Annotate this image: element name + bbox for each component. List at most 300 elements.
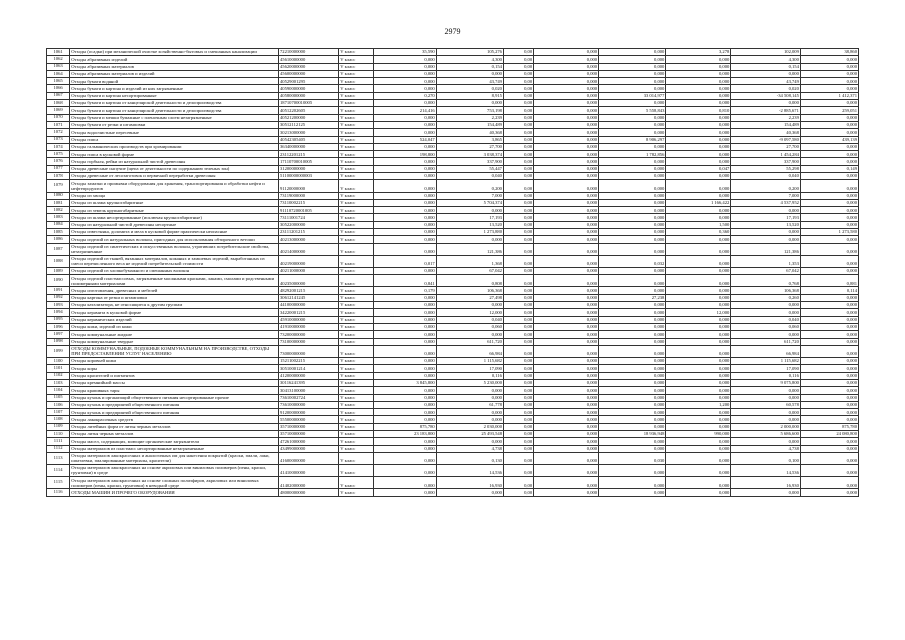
- value-cell: 0,000: [374, 345, 437, 357]
- value-cell: 0,000: [599, 416, 666, 423]
- waste-name: Отходы литья черных металлов: [70, 431, 279, 438]
- hazard-class: V класс: [339, 107, 374, 114]
- value-cell: 0,000: [666, 316, 731, 323]
- value-cell: 0,000: [374, 229, 437, 236]
- value-cell: 3,865: [436, 136, 503, 143]
- row-number: 1065: [47, 78, 70, 85]
- value-cell: 3 845,800: [374, 379, 437, 386]
- hazard-class: V класс: [339, 49, 374, 56]
- table-row: [47, 372, 859, 379]
- value-cell: 0,000: [374, 143, 437, 150]
- value-cell: 0,000: [666, 331, 731, 338]
- value-cell: 0,00: [503, 372, 533, 379]
- row-number: 1085: [47, 229, 70, 236]
- value-cell: 2 030,000: [436, 423, 503, 430]
- hazard-class: V класс: [339, 331, 374, 338]
- waste-name: Отходы замазки и промывки оборудования для хранения, транспортирования и обработки нефти и нефтепродуктов: [70, 180, 279, 192]
- value-cell: 0,000: [374, 416, 437, 423]
- hazard-class: V класс: [339, 236, 374, 243]
- value-cell: 0,000: [666, 121, 731, 128]
- value-cell: 0,000: [534, 78, 599, 85]
- waste-name: ОТХОДЫ КОММУНАЛЬНЫЕ, ПОДОБНЫЕ КОММУНАЛЬНЫМ НА ПРОИЗВОДСТВЕ, ОТХОДЫ ПРИ ПРЕДОСТАВЛЕНИИ УСЛУГ НАСЕЛЕНИЮ: [70, 345, 279, 357]
- value-cell: 0,000: [534, 207, 599, 214]
- value-cell: 0,040: [436, 173, 503, 180]
- value-cell: 0,000: [666, 294, 731, 301]
- value-cell: 0,00: [503, 136, 533, 143]
- fkko-code: 41410000000: [278, 465, 338, 477]
- value-cell: 0,000: [599, 372, 666, 379]
- fkko-code: 91200000000: [278, 409, 338, 416]
- value-cell: 0,000: [534, 387, 599, 394]
- table-row: [47, 255, 859, 267]
- fkko-code: 45610000000: [278, 56, 338, 63]
- fkko-code: 41200000000: [278, 372, 338, 379]
- value-cell: 0,000: [599, 316, 666, 323]
- value-cell: 0,808: [436, 275, 503, 287]
- value-cell: 0,000: [666, 423, 731, 430]
- fkko-code: 73119000000: [278, 192, 338, 199]
- waste-name: Отходы изделий из хлопкобумажного и смешанных волокон: [70, 267, 279, 274]
- value-cell: 439,139: [800, 136, 858, 143]
- waste-name: Отходы изделий из тканей, вязанных материалов, кожаных и замшевых изделий, выработанных из смеси перечисленного веса не изделий потребительской стоимости: [70, 255, 279, 267]
- value-cell: 0,000: [374, 394, 437, 401]
- value-cell: 121,386: [436, 243, 503, 255]
- table-row: [47, 56, 859, 63]
- hazard-class: V класс: [339, 431, 374, 438]
- value-cell: 0,000: [534, 49, 599, 56]
- row-number: 1092: [47, 294, 70, 301]
- value-cell: 0,000: [599, 379, 666, 386]
- value-cell: 0,000: [599, 63, 666, 70]
- waste-name: Отходы коры: [70, 365, 279, 372]
- fkko-code: 47261000000: [278, 438, 338, 445]
- value-cell: 0,000: [731, 207, 801, 214]
- table-row: [47, 229, 859, 236]
- value-cell: 0,000: [666, 173, 731, 180]
- value-cell: 0,000: [599, 267, 666, 274]
- value-cell: 0,00: [503, 445, 533, 452]
- value-cell: 0,000: [599, 158, 666, 165]
- value-cell: 27,238: [599, 294, 666, 301]
- value-cell: 0,000: [666, 365, 731, 372]
- value-cell: 0,260: [731, 294, 801, 301]
- value-cell: 0,000: [666, 151, 731, 158]
- value-cell: 0,000: [374, 180, 437, 192]
- value-cell: 0,000: [599, 243, 666, 255]
- value-cell: 0,000: [374, 221, 437, 228]
- value-cell: 0,00: [503, 477, 533, 489]
- row-number: 1109: [47, 423, 70, 430]
- row-number: 1108: [47, 416, 70, 423]
- value-cell: 0,000: [534, 180, 599, 192]
- hazard-class: V класс: [339, 63, 374, 70]
- row-number: 1074: [47, 143, 70, 150]
- value-cell: 0,000: [800, 100, 858, 107]
- value-cell: 0,000: [800, 151, 858, 158]
- value-cell: 12,000: [666, 309, 731, 316]
- value-cell: 0,000: [666, 192, 731, 199]
- value-cell: 1 273,880: [436, 229, 503, 236]
- waste-name: Отходы гипса в кусковой форме: [70, 151, 279, 158]
- row-number: 1079: [47, 180, 70, 192]
- hazard-class: V класс: [339, 358, 374, 365]
- value-cell: 2 000,000: [731, 423, 801, 430]
- value-cell: 0,000: [436, 236, 503, 243]
- hazard-class: V класс: [339, 214, 374, 221]
- hazard-class: V класс: [339, 221, 374, 228]
- value-cell: 0,000: [534, 243, 599, 255]
- value-cell: 0,000: [599, 207, 666, 214]
- row-number: 1068: [47, 100, 70, 107]
- value-cell: 0,000: [666, 214, 731, 221]
- value-cell: 0,00: [503, 423, 533, 430]
- value-cell: 0,000: [534, 236, 599, 243]
- value-cell: 0,000: [374, 199, 437, 206]
- value-cell: 0,360: [666, 229, 731, 236]
- value-cell: 0,000: [374, 129, 437, 136]
- value-cell: 0,00: [503, 70, 533, 77]
- value-cell: 0,000: [800, 489, 858, 496]
- value-cell: 0,000: [374, 409, 437, 416]
- value-cell: 23 183,800: [374, 431, 437, 438]
- value-cell: 0,000: [666, 207, 731, 214]
- value-cell: 0,000: [731, 331, 801, 338]
- value-cell: 0,00: [503, 323, 533, 330]
- waste-name: Отходы красителей и пигментов: [70, 372, 279, 379]
- value-cell: 67,042: [731, 267, 801, 274]
- value-cell: 0,00: [503, 121, 533, 128]
- row-number: 1066: [47, 85, 70, 92]
- waste-name: Отходы горбыля, рейки из натуральной чистой древесины: [70, 158, 279, 165]
- value-cell: -2 885,671: [731, 107, 801, 114]
- value-cell: 875,780: [374, 423, 437, 430]
- fkko-code: 41402000000: [278, 477, 338, 489]
- value-cell: 13,520: [436, 221, 503, 228]
- value-cell: 1,368: [436, 255, 503, 267]
- value-cell: 25 493,548: [436, 431, 503, 438]
- value-cell: 0,000: [666, 243, 731, 255]
- value-cell: 0,200: [731, 180, 801, 192]
- value-cell: 0,000: [374, 243, 437, 255]
- value-cell: 0,000: [436, 302, 503, 309]
- value-cell: 0,000: [374, 445, 437, 452]
- hazard-class: V класс: [339, 323, 374, 330]
- value-cell: 0,000: [374, 365, 437, 372]
- table-row: [47, 207, 859, 214]
- waste-name: Отходы из шлама несортированные (исключая крупногабаритные): [70, 214, 279, 221]
- table-row: [47, 158, 859, 165]
- value-cell: 0,000: [534, 401, 599, 408]
- hazard-class: V класс: [339, 207, 374, 214]
- value-cell: 0,000: [534, 56, 599, 63]
- value-cell: 24 080,800: [800, 431, 858, 438]
- fkko-code: 48000000000: [278, 489, 338, 496]
- fkko-code: 45910000000: [278, 316, 338, 323]
- value-cell: 0,000: [666, 92, 731, 99]
- value-cell: 0,000: [666, 56, 731, 63]
- value-cell: 259,051: [800, 107, 858, 114]
- value-cell: 0,000: [800, 445, 858, 452]
- value-cell: 0,00: [503, 214, 533, 221]
- value-cell: 1 782,856: [599, 151, 666, 158]
- table-row: [47, 358, 859, 365]
- value-cell: 0,000: [666, 70, 731, 77]
- hazard-class: V класс: [339, 438, 374, 445]
- waste-name: Отходы известняка, доломита и мела в кусковой форме практически неопасные: [70, 229, 279, 236]
- hazard-class: V класс: [339, 136, 374, 143]
- value-cell: 5 558,843: [599, 107, 666, 114]
- value-cell: 0,000: [800, 129, 858, 136]
- table-row: [47, 85, 859, 92]
- value-cell: 0,030: [599, 452, 666, 464]
- value-cell: 14,536: [436, 465, 503, 477]
- value-cell: 0,060: [731, 323, 801, 330]
- table-row: [47, 309, 859, 316]
- value-cell: 0,000: [599, 394, 666, 401]
- table-row: [47, 489, 859, 496]
- row-number: 1102: [47, 372, 70, 379]
- value-cell: 61,778: [436, 401, 503, 408]
- value-cell: 0,00: [503, 180, 533, 192]
- row-number: 1095: [47, 316, 70, 323]
- value-cell: 0,768: [731, 275, 801, 287]
- value-cell: 0,000: [374, 236, 437, 243]
- value-cell: 3,278: [666, 49, 731, 56]
- value-cell: 0,000: [666, 445, 731, 452]
- waste-name: Отходы бумаги и мешки бумажные с пленочным слоем незагрязненные: [70, 114, 279, 121]
- value-cell: 0,000: [534, 165, 599, 172]
- value-cell: 0,810: [666, 107, 731, 114]
- waste-name: Отходы керамических изделий: [70, 316, 279, 323]
- table-row: [47, 192, 859, 199]
- value-cell: 38,860: [800, 49, 858, 56]
- value-cell: 1 412,371: [800, 92, 858, 99]
- fkko-code: 73000000000: [278, 345, 338, 357]
- hazard-class: V класс: [339, 180, 374, 192]
- row-number: 1064: [47, 70, 70, 77]
- value-cell: 0,000: [374, 114, 437, 121]
- hazard-class: V класс: [339, 78, 374, 85]
- hazard-class: V класс: [339, 199, 374, 206]
- value-cell: 0,000: [800, 387, 858, 394]
- waste-name: Отходы из хвоща: [70, 192, 279, 199]
- value-cell: 0,000: [599, 323, 666, 330]
- hazard-class: V класс: [339, 345, 374, 357]
- fkko-code: 18710700010005: [278, 100, 338, 107]
- value-cell: 0,000: [374, 85, 437, 92]
- value-cell: 0,000: [599, 387, 666, 394]
- hazard-class: V класс: [339, 70, 374, 77]
- fkko-code: 30612141245: [278, 294, 338, 301]
- value-cell: 12,000: [436, 309, 503, 316]
- row-number: 1105: [47, 394, 70, 401]
- waste-name: Отходы изделий пластмассовых, загрязненные масляными красками, лаками, смолами и родственными полимерными материалами: [70, 275, 279, 287]
- fkko-code: 72210000000: [278, 49, 338, 56]
- value-cell: 0,000: [666, 85, 731, 92]
- value-cell: 0,00: [503, 165, 533, 172]
- row-number: 1077: [47, 165, 70, 172]
- fkko-code: 30522000000: [278, 221, 338, 228]
- table-row: [47, 100, 859, 107]
- row-number: 1094: [47, 309, 70, 316]
- value-cell: 0,000: [374, 294, 437, 301]
- value-cell: 875,780: [800, 423, 858, 430]
- row-number: 1075: [47, 151, 70, 158]
- hazard-class: V класс: [339, 452, 374, 464]
- value-cell: 0,000: [599, 121, 666, 128]
- table-row: [47, 267, 859, 274]
- value-cell: 0,000: [666, 345, 731, 357]
- value-cell: 0,000: [800, 394, 858, 401]
- row-number: 1082: [47, 207, 70, 214]
- table-row: [47, 221, 859, 228]
- row-number: 1115: [47, 477, 70, 489]
- table-row: [47, 401, 859, 408]
- value-cell: 0,000: [599, 114, 666, 121]
- value-cell: 40,368: [731, 129, 801, 136]
- value-cell: 0,000: [374, 316, 437, 323]
- value-cell: 0,00: [503, 100, 533, 107]
- value-cell: 0,000: [374, 267, 437, 274]
- row-number: 1080: [47, 192, 70, 199]
- value-cell: 1,353: [731, 255, 801, 267]
- table-row: [47, 243, 859, 255]
- value-cell: 0,000: [800, 121, 858, 128]
- fkko-code: 40521200000: [278, 114, 338, 121]
- value-cell: 0,00: [503, 107, 533, 114]
- value-cell: 0,000: [374, 309, 437, 316]
- value-cell: 0,000: [599, 331, 666, 338]
- value-cell: 0,000: [666, 416, 731, 423]
- value-cell: 27,700: [731, 143, 801, 150]
- hazard-class: V класс: [339, 56, 374, 63]
- waste-name: Отходы абразивных материалов и изделий: [70, 70, 279, 77]
- value-cell: 0,000: [534, 151, 599, 158]
- value-cell: 0,00: [503, 489, 533, 496]
- fkko-code: 44100000000: [278, 302, 338, 309]
- hazard-class: V класс: [339, 275, 374, 287]
- hazard-class: V класс: [339, 379, 374, 386]
- value-cell: 14,536: [731, 465, 801, 477]
- value-cell: 0,000: [534, 465, 599, 477]
- value-cell: 0,000: [374, 489, 437, 496]
- hazard-class: V класс: [339, 465, 374, 477]
- value-cell: 0,000: [534, 214, 599, 221]
- value-cell: 0,00: [503, 158, 533, 165]
- value-cell: 0,000: [436, 409, 503, 416]
- value-cell: 9 075,800: [731, 379, 801, 386]
- hazard-class: V класс: [339, 243, 374, 255]
- value-cell: 4 537,952: [731, 199, 801, 206]
- fkko-code: 36340000000: [278, 143, 338, 150]
- value-cell: 40,368: [436, 129, 503, 136]
- value-cell: 105,276: [436, 49, 503, 56]
- table-row: [47, 275, 859, 287]
- waste-name: Отходы изделий из натуральных волокон, пригодных для использования обтирочного ветоши: [70, 236, 279, 243]
- value-cell: 27,498: [436, 294, 503, 301]
- value-cell: 0,000: [666, 409, 731, 416]
- hazard-class: V класс: [339, 394, 374, 401]
- value-cell: 0,000: [800, 409, 858, 416]
- value-cell: 0,00: [503, 85, 533, 92]
- row-number: 1098: [47, 338, 70, 345]
- waste-name: Отходы материалов лакокрасочных на основе акриловых или виниловых полимеров (пены, краски, грунтовки) в среде: [70, 465, 279, 477]
- value-cell: 0,000: [374, 63, 437, 70]
- value-cell: 0,000: [800, 207, 858, 214]
- value-cell: 0,000: [534, 173, 599, 180]
- value-cell: 0,000: [374, 323, 437, 330]
- value-cell: 0,00: [503, 387, 533, 394]
- waste-name: Отходы коммунальные жидкие: [70, 331, 279, 338]
- value-cell: 0,000: [534, 309, 599, 316]
- value-cell: 106,368: [731, 287, 801, 294]
- value-cell: 0,000: [800, 255, 858, 267]
- value-cell: 0,000: [599, 49, 666, 56]
- fkko-code: 40542305405: [278, 136, 338, 143]
- value-cell: 0,00: [503, 345, 533, 357]
- hazard-class: V класс: [339, 372, 374, 379]
- waste-name: Отходы гальванических производств при хромировании: [70, 143, 279, 150]
- value-cell: 1 273,580: [800, 229, 858, 236]
- value-cell: 0,000: [374, 158, 437, 165]
- value-cell: 0,000: [534, 409, 599, 416]
- value-cell: 0,000: [731, 438, 801, 445]
- value-cell: 102,009: [731, 49, 801, 56]
- value-cell: 0,000: [666, 302, 731, 309]
- value-cell: 27,700: [436, 143, 503, 150]
- value-cell: 0,000: [534, 221, 599, 228]
- value-cell: 60,578: [731, 401, 801, 408]
- hazard-class: V класс: [339, 294, 374, 301]
- value-cell: 0,000: [800, 221, 858, 228]
- table-row: [47, 477, 859, 489]
- value-cell: 0,000: [800, 331, 858, 338]
- value-cell: 0,032: [599, 255, 666, 267]
- value-cell: 0,000: [666, 63, 731, 70]
- table-row: [47, 287, 859, 294]
- value-cell: 0,000: [599, 302, 666, 309]
- value-cell: 0,000: [731, 229, 801, 236]
- row-number: 1078: [47, 173, 70, 180]
- value-cell: 0,000: [599, 129, 666, 136]
- value-cell: 4,300: [731, 56, 801, 63]
- value-cell: 0,000: [374, 387, 437, 394]
- value-cell: 55,447: [436, 165, 503, 172]
- row-number: 1107: [47, 409, 70, 416]
- value-cell: 0,000: [666, 180, 731, 192]
- value-cell: 0,000: [534, 63, 599, 70]
- value-cell: 0,000: [374, 302, 437, 309]
- value-cell: 0,000: [800, 323, 858, 330]
- value-cell: 0,00: [503, 173, 533, 180]
- value-cell: 0,00: [503, 92, 533, 99]
- waste-table: [46, 48, 859, 497]
- fkko-code: 35710000000: [278, 431, 338, 438]
- value-cell: 0,000: [374, 207, 437, 214]
- value-cell: 0,000: [534, 452, 599, 464]
- value-cell: 3 038,374: [436, 151, 503, 158]
- value-cell: 0,000: [800, 243, 858, 255]
- value-cell: 0,000: [599, 229, 666, 236]
- value-cell: 0,000: [800, 477, 858, 489]
- value-cell: 0,00: [503, 275, 533, 287]
- value-cell: 0,000: [666, 255, 731, 267]
- fkko-code: 15211002215: [278, 358, 338, 365]
- row-number: 1112: [47, 445, 70, 452]
- row-number: 1114: [47, 465, 70, 477]
- fkko-code: 40213000000: [278, 236, 338, 243]
- fkko-code: 40512202605: [278, 107, 338, 114]
